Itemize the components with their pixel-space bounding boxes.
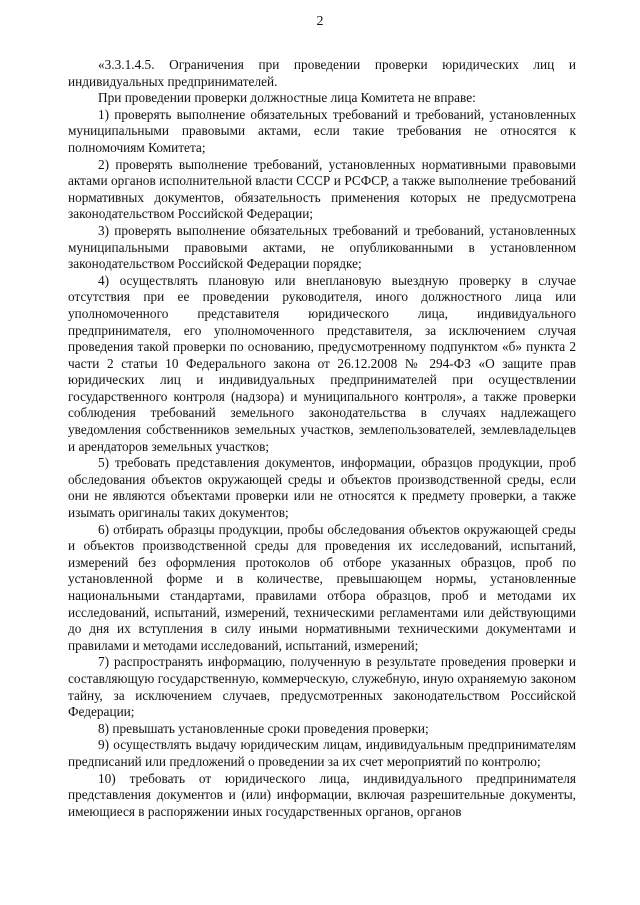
list-item-1: 1) проверять выполнение обязательных требований и требований, установленных муниципальными правовыми актами, если такие требования не относятся к полномочиям Комитета; [68, 106, 576, 155]
list-item-10: 10) требовать от юридического лица, индивидуального предпринимателя представления документов и (или) информации, включая разрешительные документы, имеющиеся в распоряжении иных государственных органов, органов [68, 770, 576, 819]
intro-paragraph: При проведении проверки должностные лица Комитета не вправе: [98, 90, 476, 106]
document-body [68, 57, 576, 820]
page-number: 2 [316, 14, 324, 29]
list-item-9: 9) осуществлять выдачу юридическим лицам, индивидуальным предпринимателям предписаний или предложений о проведении за их счет мероприятий по контролю; [68, 737, 576, 769]
list-item-5: 5) требовать представления документов, информации, образцов продукции, проб обследования объектов окружающей среды и объектов производственной среды, если они не являются объектами проверки или не относятся к предмету проверки, а также изымать оригиналы таких документов; [68, 455, 576, 521]
list-item-3: 3) проверять выполнение обязательных требований и требований, установленных муниципальными правовыми актами, не опубликованными в установленном законодательством Российской Федерации порядке; [68, 222, 576, 272]
list-item-6: 6) отбирать образцы продукции, пробы обследования объектов окружающей среды и объектов производственной среды для проведения их исследований, испытаний, измерений без оформления протоколов об отборе указанных образцов, проб по установленной форме и в количестве, превышающем нормы, установленные национальными стандартами, правилами отбора образцов, проб и методами их исследований, испытаний, измерений, техническими регламентами или действующими до дня их вступления в силу иными нормативными техническими документами и правилами и методами исследований, испытаний, измерений; [68, 521, 576, 653]
list-item-8: 8) превышать установленные сроки проведения проверки; [98, 720, 429, 736]
list-item-7: 7) распространять информацию, полученную в результате проведения проверки и составляющую государственную, коммерческую, служебную, иную охраняемую законом тайну, за исключением случаев, предусмотренных законодательством Российской Федерации; [68, 654, 576, 720]
list-item-4: 4) осуществлять плановую или внеплановую выездную проверку в случае отсутствия при ее проведении руководителя, иного должностного лица или уполномоченного представителя юридического лица, индивидуального предпринимателя, его уполномоченного представителя, за исключением случая проведения такой проверки по основанию, предусмотренному подпунктом «б» пункта 2 части 2 статьи 10 Федерального закона от 26.12.2008 № 294-ФЗ «О защите прав юридических лиц и индивидуальных предпринимателей при осуществлении государственного контроля (надзора) и муниципального контроля», а также проверки соблюдения требований земельного законодательства в случаях надлежащего уведомления собственников земельных участков, землепользователей, землевладельцев и арендаторов земельных участков; [68, 272, 576, 454]
section-heading: «3.3.1.4.5. Ограничения при проведении проверки юридических лиц и индивидуальных предпринимателей. [68, 57, 576, 89]
list-item-2: 2) проверять выполнение требований, установленных нормативными правовыми актами органов исполнительной власти СССР и РСФСР, а также выполнение требований нормативных документов, обязательность применения которых не предусмотрена законодательством Российской Федерации; [68, 156, 576, 222]
